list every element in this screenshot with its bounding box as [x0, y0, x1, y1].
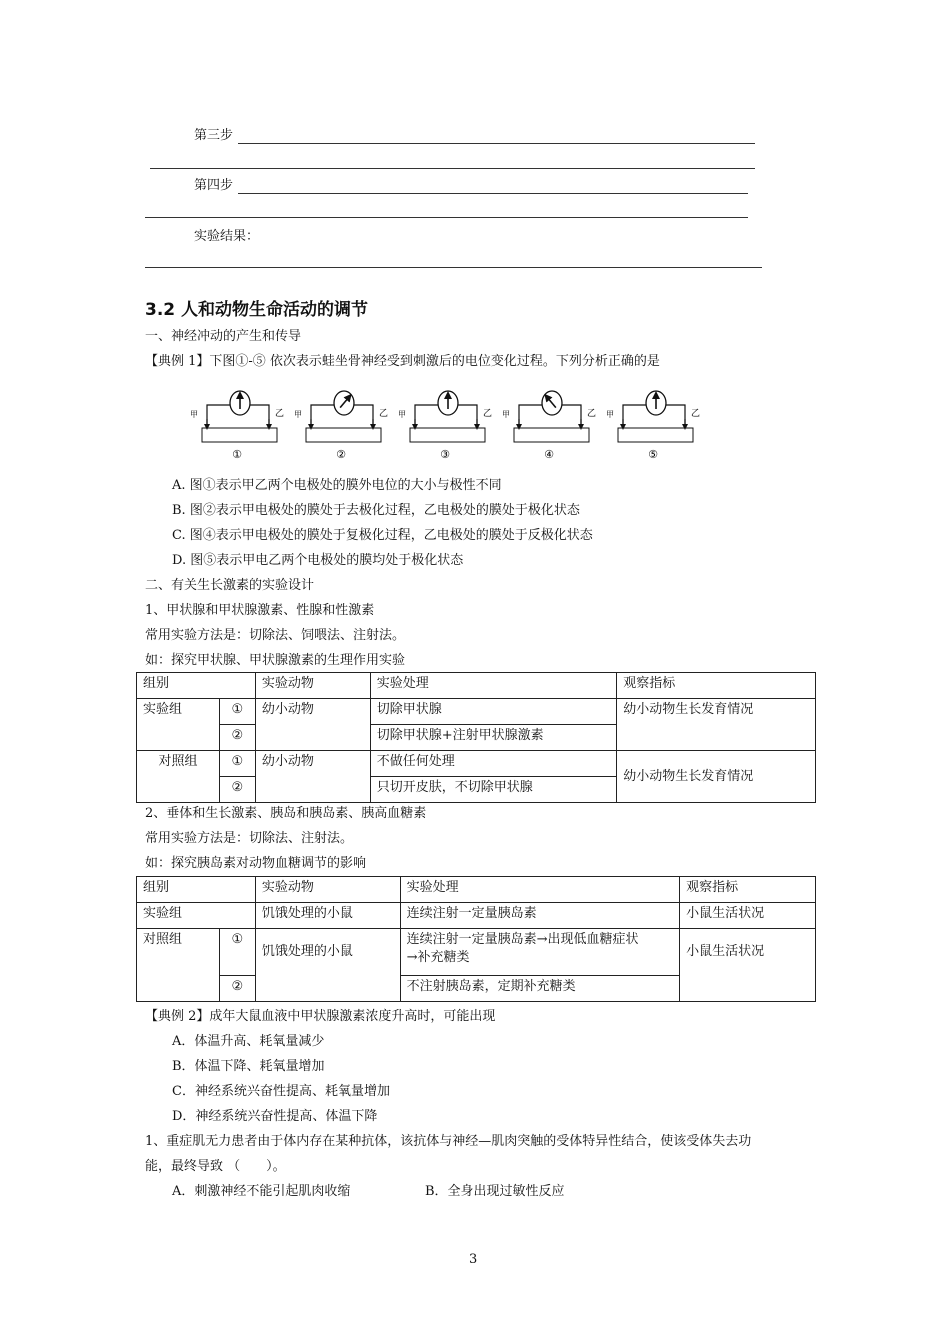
header-group: 组别	[137, 673, 256, 699]
row-number: ②	[219, 725, 255, 751]
header-treatment: 实验处理	[400, 877, 680, 903]
question1-line1: 1、重症肌无力患者由于体内存在某种抗体，该抗体与神经—肌肉突触的受体特异性结合，使该受体失去功	[145, 1134, 752, 1149]
treatment-cell: 不注射胰岛素，定期补充糖类	[400, 976, 680, 1002]
left-wire	[415, 405, 438, 428]
electrode-label-left: 甲	[502, 410, 510, 419]
left-wire	[207, 405, 230, 428]
electrode-label-right: 乙	[587, 409, 597, 419]
observe-cell: 幼小动物生长发育情况	[617, 699, 816, 751]
left-wire	[311, 405, 334, 428]
electrode-label-left: 甲	[294, 410, 302, 419]
panel-number: ①	[232, 448, 242, 461]
example1-option-b: B. 图②表示甲电极处的膜处于去极化过程，乙电极处的膜处于极化状态	[172, 503, 580, 518]
electrode-label-right: 乙	[483, 409, 493, 419]
panel-number: ⑤	[648, 448, 658, 461]
header-observe: 观察指标	[680, 877, 816, 903]
nerve-fiber	[410, 428, 485, 442]
example2-stem: 【典例 2】成年大鼠血液中甲状腺激素浓度升高时，可能出现	[145, 1009, 496, 1024]
answer-line	[238, 193, 748, 194]
example2-option-b: B．体温下降、耗氧量增加	[172, 1059, 325, 1074]
result-label: 实验结果：	[194, 229, 260, 244]
header-observe: 观察指标	[617, 673, 816, 699]
electrode-label-left: 甲	[398, 410, 406, 419]
part2-method: 常用实验方法是：切除法、注射法。	[145, 831, 354, 846]
animal-cell: 饥饿处理的小鼠	[255, 903, 400, 929]
section-title: 3.2 人和动物生命活动的调节	[145, 300, 369, 320]
thyroid-experiment-table	[136, 672, 816, 803]
table-header-row	[137, 673, 816, 699]
meter-panel	[294, 391, 388, 461]
answer-line	[150, 168, 755, 169]
header-group: 组别	[137, 877, 256, 903]
example2-option-d: D．神经系统兴奋性提高、体温下降	[172, 1109, 378, 1124]
meter-panel	[502, 391, 596, 461]
table-row	[137, 751, 816, 777]
ctrl-group-cell: 对照组	[137, 751, 220, 803]
nerve-fiber	[202, 428, 277, 442]
panel-number: ②	[336, 448, 346, 461]
header-animal: 实验动物	[255, 673, 370, 699]
electrode-label-right: 乙	[691, 409, 701, 419]
part1-example: 如：探究甲状腺、甲状腺激素的生理作用实验	[145, 653, 406, 668]
treatment-cell	[400, 929, 680, 976]
nerve-fiber	[514, 428, 589, 442]
electrode-label-right: 乙	[275, 409, 285, 419]
observe-cell: 小鼠生活状况	[680, 903, 816, 929]
table-row	[137, 903, 816, 929]
right-wire	[250, 405, 269, 428]
animal-cell: 饥饿处理的小鼠	[255, 929, 400, 1002]
treatment-cell: 切除甲状腺	[370, 699, 617, 725]
left-wire	[519, 405, 542, 428]
example1-option-a: A. 图①表示甲乙两个电极处的膜外电位的大小与极性不同	[172, 478, 502, 493]
treatment-cell: 只切开皮肤，不切除甲状腺	[370, 777, 617, 803]
left-wire	[623, 405, 646, 428]
treatment-line: →补充糖类	[406, 950, 470, 965]
meter-panel	[398, 391, 492, 461]
question1-line2: 能，最终导致 （ ）。	[145, 1159, 286, 1174]
example1-stem: 【典例 1】下图①-⑤ 依次表示蛙坐骨神经受到刺激后的电位变化过程。下列分析正确的是	[145, 354, 660, 369]
right-wire	[666, 405, 685, 428]
panel-number: ④	[544, 448, 554, 461]
example2-option-a: A．体温升高、耗氧量减少	[172, 1034, 325, 1049]
header-animal: 实验动物	[255, 877, 400, 903]
subsection-2: 二、有关生长激素的实验设计	[145, 578, 315, 593]
question1-option-a: A．刺激神经不能引起肌肉收缩	[172, 1184, 351, 1199]
page-number: 3	[469, 1252, 478, 1267]
right-wire	[458, 405, 477, 428]
part2-heading: 2、垂体和生长激素、胰岛和胰岛素、胰高血糖素	[145, 806, 427, 821]
electrode-label-left: 甲	[606, 410, 614, 419]
row-number: ①	[219, 751, 255, 777]
animal-cell: 幼小动物	[255, 699, 370, 751]
table-row	[137, 929, 816, 976]
row-number: ①	[219, 929, 255, 976]
answer-line	[145, 267, 762, 268]
example2-option-c: C．神经系统兴奋性提高、耗氧量增加	[172, 1084, 390, 1099]
electrode-label-left: 甲	[190, 410, 198, 419]
subsection-1: 一、神经冲动的产生和传导	[145, 329, 302, 344]
part2-example: 如：探究胰岛素对动物血糖调节的影响	[145, 856, 367, 871]
nerve-fiber	[618, 428, 693, 442]
row-number: ①	[219, 699, 255, 725]
nerve-fiber	[306, 428, 381, 442]
meter-panel	[606, 391, 700, 461]
row-number: ②	[219, 976, 255, 1002]
exp-group-cell: 实验组	[137, 903, 256, 929]
treatment-cell: 切除甲状腺+注射甲状腺激素	[370, 725, 617, 751]
treatment-cell: 连续注射一定量胰岛素	[400, 903, 680, 929]
example1-option-c: C. 图④表示甲电极处的膜处于复极化过程，乙电极处的膜处于反极化状态	[172, 528, 593, 543]
table-header-row	[137, 877, 816, 903]
electrode-label-right: 乙	[379, 409, 389, 419]
panel-number: ③	[440, 448, 450, 461]
step3-label: 第三步	[194, 128, 234, 143]
row-number: ②	[219, 777, 255, 803]
question1-option-b: B．全身出现过敏性反应	[425, 1184, 565, 1199]
table-row	[137, 699, 816, 725]
step4-label: 第四步	[194, 178, 234, 193]
answer-line	[238, 143, 755, 144]
part1-method: 常用实验方法是：切除法、饲喂法、注射法。	[145, 628, 406, 643]
example1-option-d: D. 图⑤表示甲电乙两个电极处的膜均处于极化状态	[172, 553, 464, 568]
header-treatment: 实验处理	[370, 673, 617, 699]
right-wire	[562, 405, 581, 428]
ctrl-group-cell: 对照组	[137, 929, 220, 1002]
nerve-potential-figure	[185, 385, 701, 465]
treatment-cell: 不做任何处理	[370, 751, 617, 777]
exp-group-cell: 实验组	[137, 699, 220, 751]
meter-panel	[190, 391, 284, 461]
treatment-line: 连续注射一定量胰岛素→出现低血糖症状	[406, 932, 639, 947]
answer-line	[145, 217, 748, 218]
observe-cell: 幼小动物生长发育情况	[617, 751, 816, 803]
right-wire	[354, 405, 373, 428]
part1-heading: 1、甲状腺和甲状腺激素、性腺和性激素	[145, 603, 375, 618]
animal-cell: 幼小动物	[255, 751, 370, 803]
observe-cell: 小鼠生活状况	[680, 929, 816, 1002]
insulin-experiment-table	[136, 876, 816, 1002]
